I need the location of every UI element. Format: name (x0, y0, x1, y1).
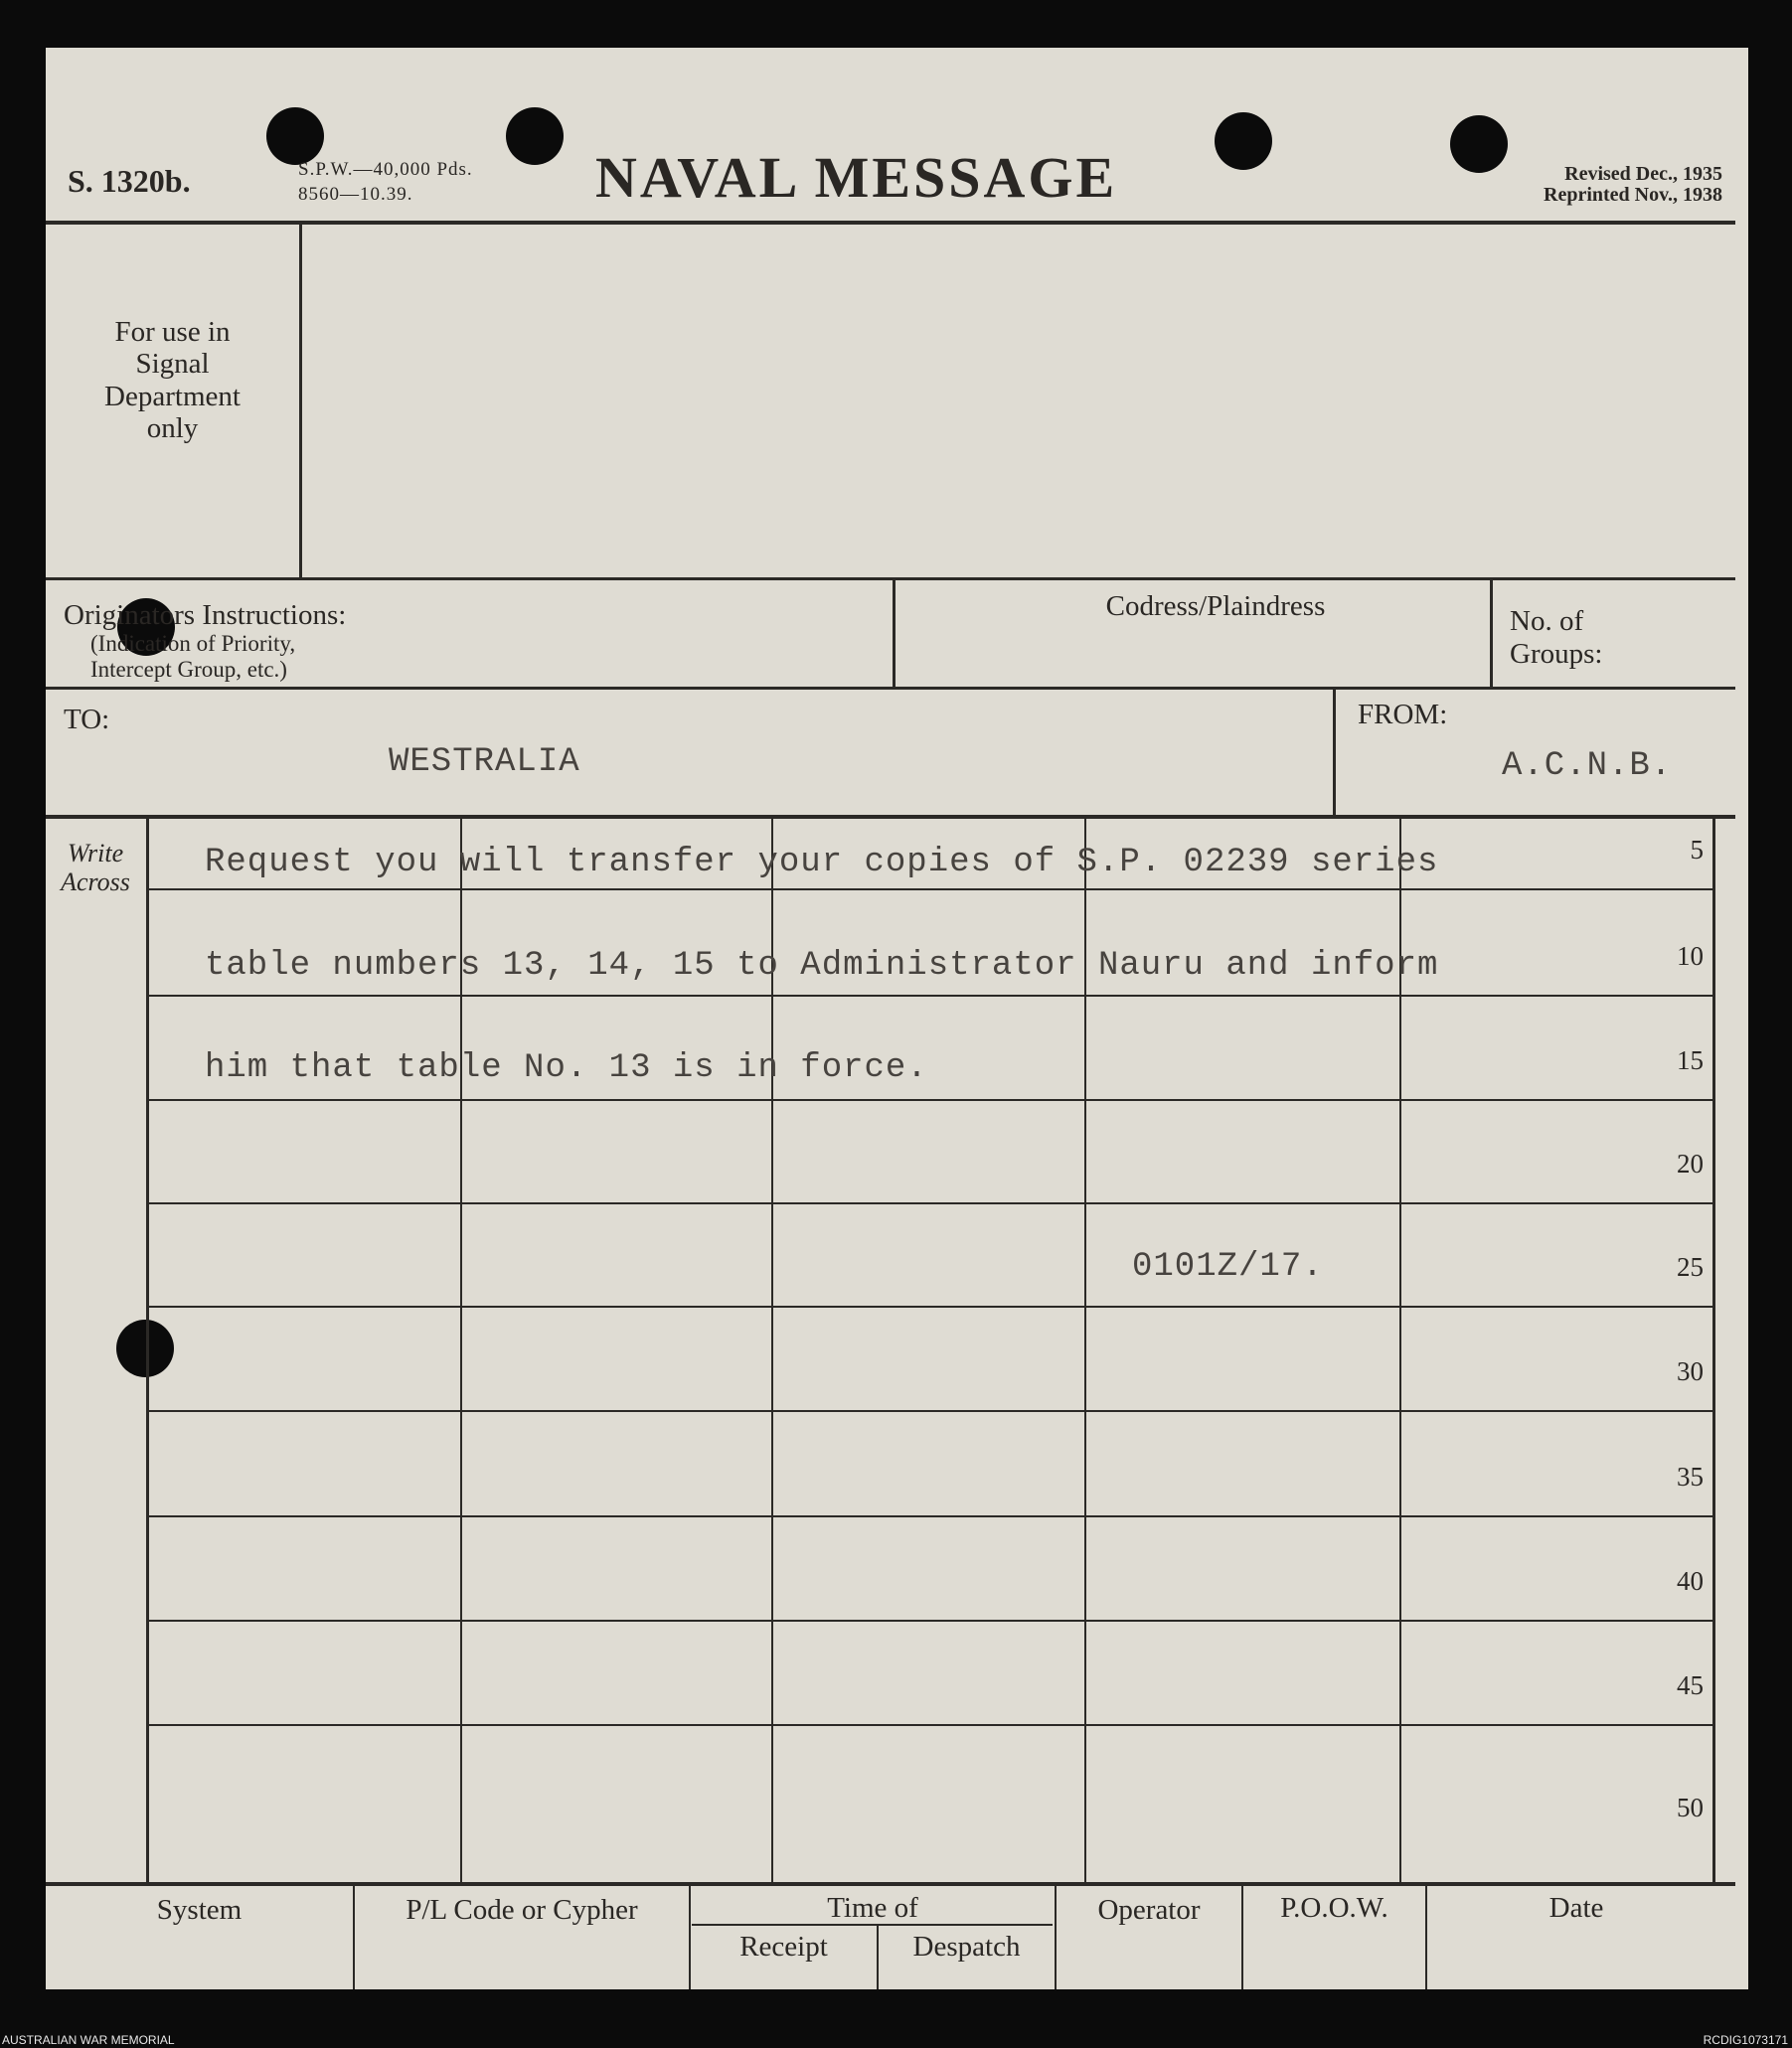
message-line-2: table numbers 13, 14, 15 to Administrator Nauru and inform (205, 947, 1439, 985)
date-time-group: 0101Z/17. (1132, 1248, 1324, 1286)
divider (299, 225, 302, 577)
grid-line (146, 1306, 1712, 1308)
line-number: 10 (1677, 941, 1704, 971)
grid-line (146, 888, 1712, 890)
codress-plaindress-label: Codress/Plaindress (1105, 590, 1326, 622)
divider (1490, 580, 1493, 688)
message-line-3: him that table No. 13 is in force. (205, 1049, 928, 1087)
divider (46, 577, 1735, 580)
line-number: 25 (1677, 1252, 1704, 1282)
despatch-label: Despatch (912, 1931, 1021, 1963)
divider (46, 687, 1735, 690)
grid-line (146, 1410, 1712, 1412)
line-number: 40 (1677, 1566, 1704, 1596)
revised-note: Revised Dec., 1935 (1564, 163, 1722, 185)
no-of-groups-label-1: No. of (1510, 605, 1584, 637)
line-number: 30 (1677, 1356, 1704, 1386)
punch-hole (506, 107, 564, 165)
line-number: 50 (1677, 1793, 1704, 1822)
code-or-cypher-label: P/L Code or Cypher (406, 1894, 638, 1926)
punch-hole (1215, 112, 1272, 170)
write-across-label: Write Across (61, 839, 130, 897)
operator-label: Operator (1097, 1894, 1201, 1926)
divider (46, 815, 1735, 819)
line-number: 5 (1690, 835, 1704, 865)
to-label: TO: (64, 704, 110, 735)
no-of-groups-label-2: Groups: (1510, 638, 1603, 670)
grid-line (146, 995, 1712, 997)
to-value: WESTRALIA (389, 743, 580, 781)
message-line-1: Request you will transfer your copies of S.P. 02239 series (205, 844, 1439, 881)
naval-message-form (46, 48, 1748, 1989)
form-serial: S. 1320b. (68, 163, 191, 199)
line-number: 35 (1677, 1462, 1704, 1492)
originators-instructions-sub2: Intercept Group, etc.) (90, 657, 287, 682)
originators-instructions-sub1: (Indication of Priority, (90, 631, 296, 656)
grid-line (146, 1724, 1712, 1726)
grid-line (146, 1620, 1712, 1622)
reprinted-note: Reprinted Nov., 1938 (1544, 184, 1722, 206)
date-label: Date (1548, 1892, 1604, 1924)
divider (1333, 690, 1336, 815)
poow-label: P.O.O.W. (1280, 1892, 1388, 1924)
time-of-label: Time of (827, 1892, 918, 1924)
grid-line (146, 1515, 1712, 1517)
print-info-line-1: S.P.W.—40,000 Pds. (298, 159, 473, 180)
print-info-line-2: 8560—10.39. (298, 184, 413, 205)
line-number: 45 (1677, 1670, 1704, 1700)
signal-department-label: For use in Signal Department only (104, 316, 241, 445)
grid-line (146, 819, 149, 1882)
punch-hole (1450, 115, 1508, 173)
page-title: NAVAL MESSAGE (595, 145, 1118, 210)
from-label: FROM: (1358, 699, 1448, 730)
archive-caption-left: AUSTRALIAN WAR MEMORIAL (2, 2033, 175, 2047)
receipt-label: Receipt (739, 1931, 828, 1963)
line-number: 15 (1677, 1045, 1704, 1075)
from-value: A.C.N.B. (1502, 747, 1673, 785)
grid-line (1712, 819, 1715, 1882)
punch-hole (266, 107, 324, 165)
archive-caption-right: RCDIG1073171 (1703, 2033, 1788, 2047)
system-label: System (156, 1894, 243, 1926)
divider (46, 1882, 1735, 1886)
grid-line (146, 1099, 1712, 1101)
line-number: 20 (1677, 1149, 1704, 1179)
grid-line (146, 1202, 1712, 1204)
originators-instructions-label: Originators Instructions: (64, 599, 347, 631)
punch-hole (116, 1320, 174, 1377)
